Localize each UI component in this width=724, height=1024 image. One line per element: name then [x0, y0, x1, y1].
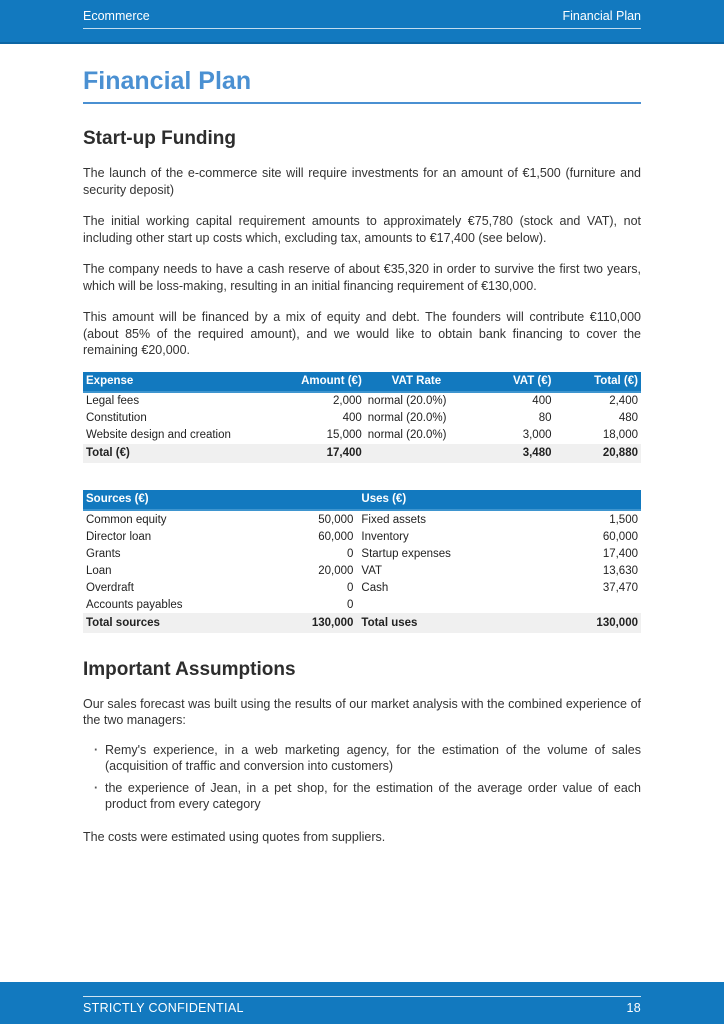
paragraph: The costs were estimated using quotes from suppliers.: [83, 829, 386, 844]
table-header-row: [83, 372, 641, 392]
column-header: VAT (€): [468, 372, 554, 392]
page-title: Financial Plan: [83, 67, 641, 104]
table-row: [83, 510, 641, 528]
table-total-row: [83, 613, 641, 633]
assumptions-bullet-list: [83, 742, 641, 813]
table-cell: 2,400: [554, 392, 641, 410]
table-row: [83, 528, 641, 545]
table-cell: 60,000: [223, 528, 357, 545]
table-cell: [356, 596, 507, 613]
bullet-item: · the experience of Jean, in a pet shop, for the estimation of the average order value of each product from every category: [83, 780, 641, 813]
table-cell: 400: [264, 410, 364, 427]
table-cell: Accounts payables: [83, 596, 223, 613]
column-header: Total (€): [554, 372, 641, 392]
header-document-name: Ecommerce: [83, 9, 150, 23]
page-footer-bar: [0, 982, 724, 1024]
paragraph: The company needs to have a cash reserve of about €35,320 in order to survive the first two years, which will be loss-making, resulting in an initial financing requirement of €130,000.: [83, 262, 641, 293]
table-row: [83, 579, 641, 596]
column-header: Uses (€): [356, 490, 507, 510]
table-cell: Grants: [83, 545, 223, 562]
page-content: [83, 67, 641, 845]
footer-confidential-label: STRICTLY CONFIDENTIAL: [83, 1001, 244, 1015]
table-cell: 50,000: [223, 510, 357, 528]
table-cell: 400: [468, 392, 554, 410]
table-cell: 130,000: [507, 613, 641, 633]
column-header: Sources (€): [83, 490, 223, 510]
table-cell: Total (€): [83, 444, 264, 464]
table-cell: 3,000: [468, 427, 554, 444]
table-cell: 37,470: [507, 579, 641, 596]
bullet-item: · Remy's experience, in a web marketing agency, for the estimation of the volume of sales (acquisition of traffic and conversion into customers): [83, 742, 641, 775]
table-cell: Total sources: [83, 613, 223, 633]
table-cell: Overdraft: [83, 579, 223, 596]
header-chapter-name: Financial Plan: [562, 9, 641, 23]
column-header: Expense: [83, 372, 264, 392]
table-cell: [507, 596, 641, 613]
table-cell: 3,480: [468, 444, 554, 464]
table-cell: 0: [223, 545, 357, 562]
table-cell: 2,000: [264, 392, 364, 410]
column-header: VAT Rate: [365, 372, 468, 392]
table-cell: 80: [468, 410, 554, 427]
page-footer-inner: [83, 982, 641, 1015]
footer-page-number: 18: [626, 1001, 641, 1015]
section-heading-important-assumptions: Important Assumptions: [83, 658, 296, 680]
paragraph: Our sales forecast was built using the results of our market analysis with the combined experience of the two managers:: [83, 696, 641, 727]
paragraph: The initial working capital requirement amounts to approximately €75,780 (stock and VAT), not including other start up costs which, excluding tax, amounts to €17,400 (see below).: [83, 214, 641, 245]
footer-row: [83, 997, 641, 1015]
table-header-row: [83, 490, 641, 510]
table-row: [83, 596, 641, 613]
table-cell: Director loan: [83, 528, 223, 545]
table-cell: normal (20.0%): [365, 392, 468, 410]
table-cell: 13,630: [507, 562, 641, 579]
table-cell: normal (20.0%): [365, 410, 468, 427]
table-cell: 1,500: [507, 510, 641, 528]
table-cell: normal (20.0%): [365, 427, 468, 444]
table-cell: 480: [554, 410, 641, 427]
table-cell: Website design and creation: [83, 427, 264, 444]
page-header-inner: [83, 0, 641, 29]
table-row: [83, 545, 641, 562]
table-cell: 17,400: [264, 444, 364, 464]
table-row: [83, 392, 641, 410]
table-cell: VAT: [356, 562, 507, 579]
table-cell: Common equity: [83, 510, 223, 528]
table-cell: Loan: [83, 562, 223, 579]
expense-table: [83, 372, 641, 464]
column-header: Amount (€): [264, 372, 364, 392]
table-cell: Legal fees: [83, 392, 264, 410]
table-cell: 0: [223, 596, 357, 613]
column-header: [223, 490, 357, 510]
table-cell: 0: [223, 579, 357, 596]
table-cell: 15,000: [264, 427, 364, 444]
table-cell: 60,000: [507, 528, 641, 545]
table-cell: Startup expenses: [356, 545, 507, 562]
table-row: [83, 562, 641, 579]
table-cell: Total uses: [356, 613, 507, 633]
table-cell: Cash: [356, 579, 507, 596]
table-cell: Inventory: [356, 528, 507, 545]
table-cell: 130,000: [223, 613, 357, 633]
table-cell: 20,880: [554, 444, 641, 464]
paragraph: The launch of the e-commerce site will require investments for an amount of €1,500 (furniture and security deposit): [83, 166, 641, 197]
sources-uses-table: [83, 490, 641, 633]
table-cell: Constitution: [83, 410, 264, 427]
table-cell: [365, 444, 468, 464]
table-cell: 17,400: [507, 545, 641, 562]
section-heading-startup-funding: Start-up Funding: [83, 128, 237, 149]
table-cell: 18,000: [554, 427, 641, 444]
column-header: [507, 490, 641, 510]
table-cell: Fixed assets: [356, 510, 507, 528]
table-row: [83, 410, 641, 427]
table-total-row: [83, 444, 641, 464]
paragraph: This amount will be financed by a mix of equity and debt. The founders will contribute €110,000 (about 85% of the required amount), and we would like to obtain bank financing to cover the remaining €20,000.: [83, 310, 641, 357]
page-header-bar: [0, 0, 724, 44]
table-cell: 20,000: [223, 562, 357, 579]
table-row: [83, 427, 641, 444]
